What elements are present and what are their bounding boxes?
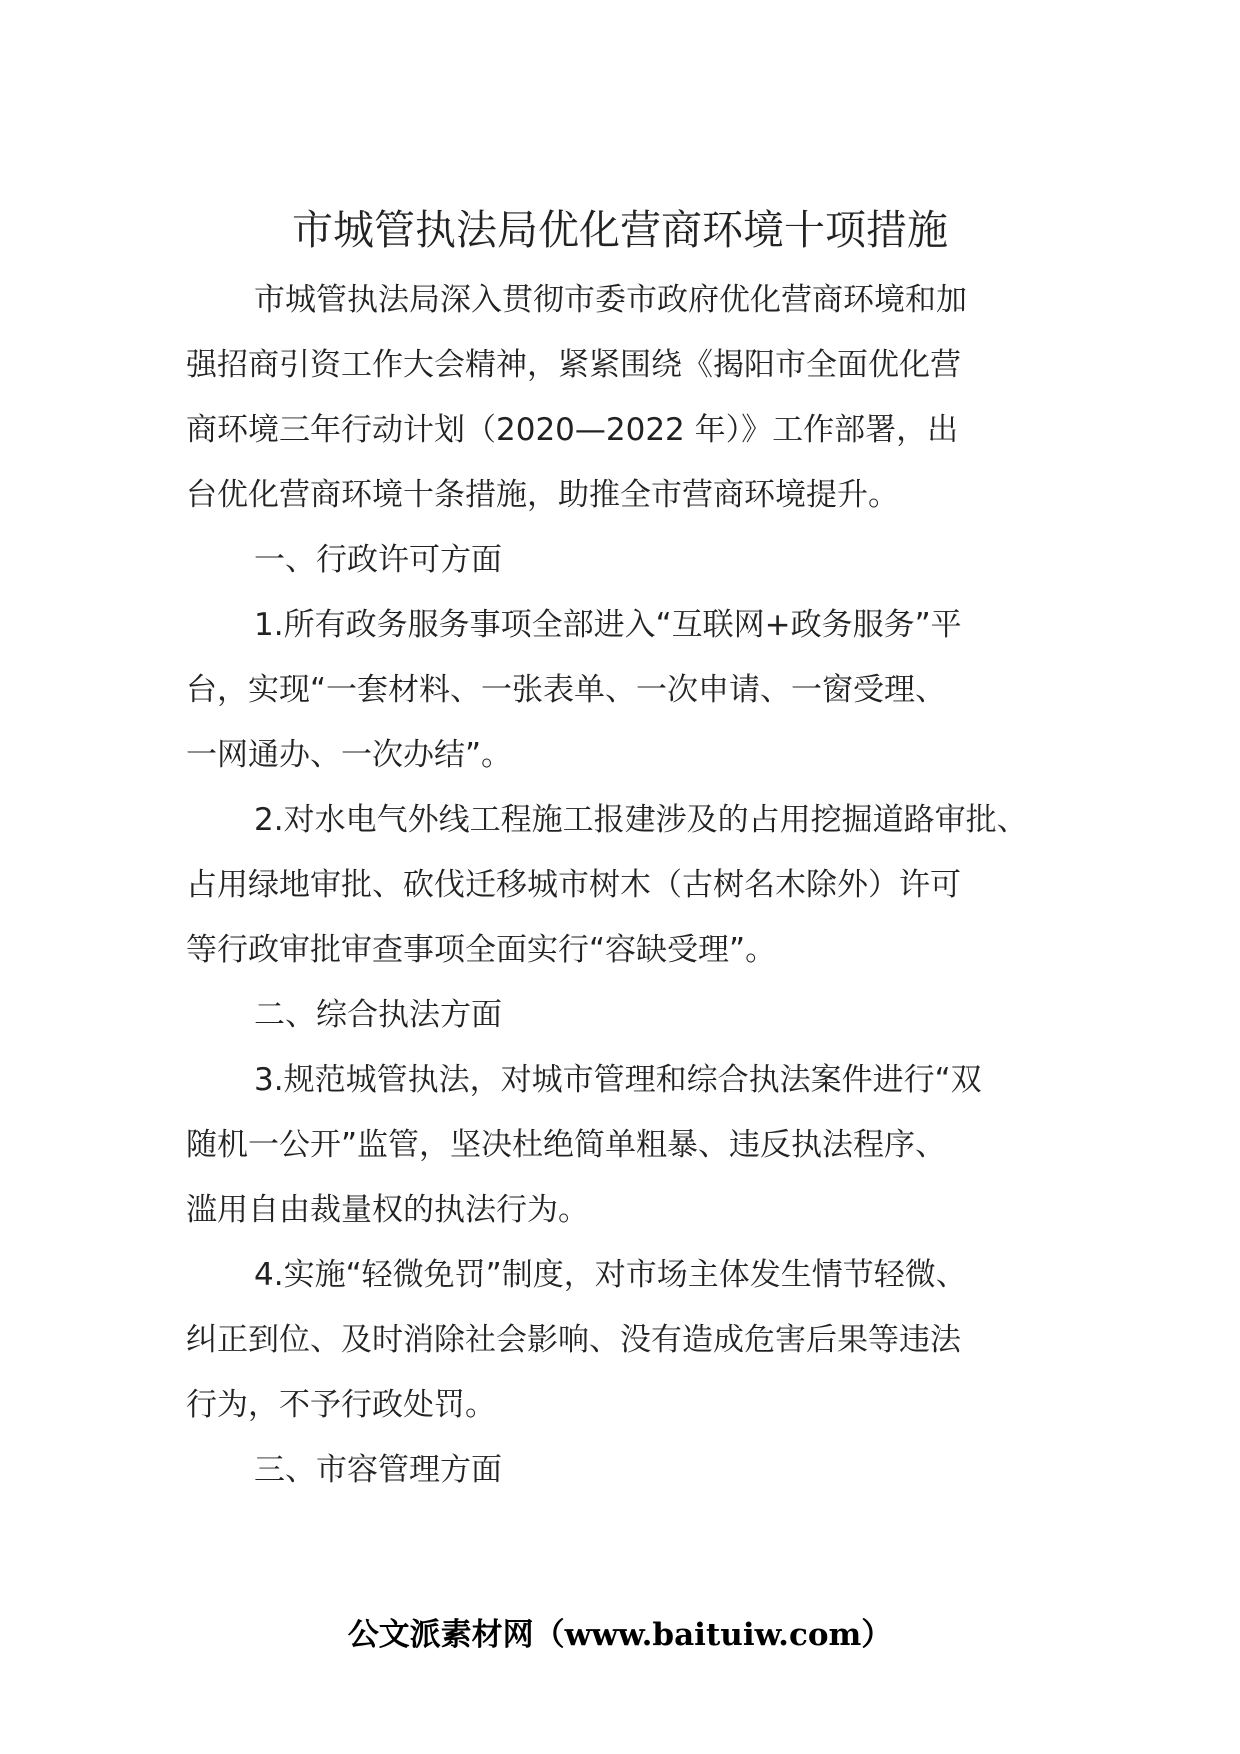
text-line: 4.实施“轻微免罚”制度，对市场主体发生情节轻微、 xyxy=(254,1257,967,1293)
text-line: 3.规范城管执法，对城市管理和综合执法案件进行“双 xyxy=(254,1062,982,1098)
text-line: 商环境三年行动计划（2020—2022 年）》工作部署，出 xyxy=(186,412,959,448)
text-line: 2.对水电气外线工程施工报建涉及的占用挖掘道路审批、 xyxy=(254,802,1028,838)
text-line: 二、综合执法方面 xyxy=(254,997,502,1033)
text-line: 台，实现“一套材料、一张表单、一次申请、一窗受理、 xyxy=(186,672,947,708)
text-line: 随机一公开”监管，坚决杜绝简单粗暴、违反执法程序、 xyxy=(186,1127,947,1163)
watermark-footer: 公文派素材网（www.baituiw.com） xyxy=(347,1617,893,1653)
text-line: 行为，不予行政处罚。 xyxy=(186,1387,496,1423)
document-title: 市城管执法局优化营商环境十项措施 xyxy=(292,206,948,254)
text-line: 1.所有政务服务事项全部进入“互联网+政务服务”平 xyxy=(254,607,962,643)
text-line: 台优化营商环境十条措施，助推全市营商环境提升。 xyxy=(186,477,899,513)
text-line: 一网通办、一次办结”。 xyxy=(186,737,513,773)
text-line: 三、市容管理方面 xyxy=(254,1452,502,1488)
text-line: 滥用自由裁量权的执法行为。 xyxy=(186,1192,589,1228)
text-line: 市城管执法局深入贯彻市委市政府优化营商环境和加 xyxy=(254,282,967,318)
text-line: 强招商引资工作大会精神，紧紧围绕《揭阳市全面优化营 xyxy=(186,347,961,383)
text-line: 占用绿地审批、砍伐迁移城市树木（古树名木除外）许可 xyxy=(186,867,961,903)
text-line: 纠正到位、及时消除社会影响、没有造成危害后果等违法 xyxy=(186,1322,961,1358)
text-line: 一、行政许可方面 xyxy=(254,542,502,578)
text-line: 等行政审批审查事项全面实行“容缺受理”。 xyxy=(186,932,777,968)
document-body xyxy=(186,268,1086,1503)
